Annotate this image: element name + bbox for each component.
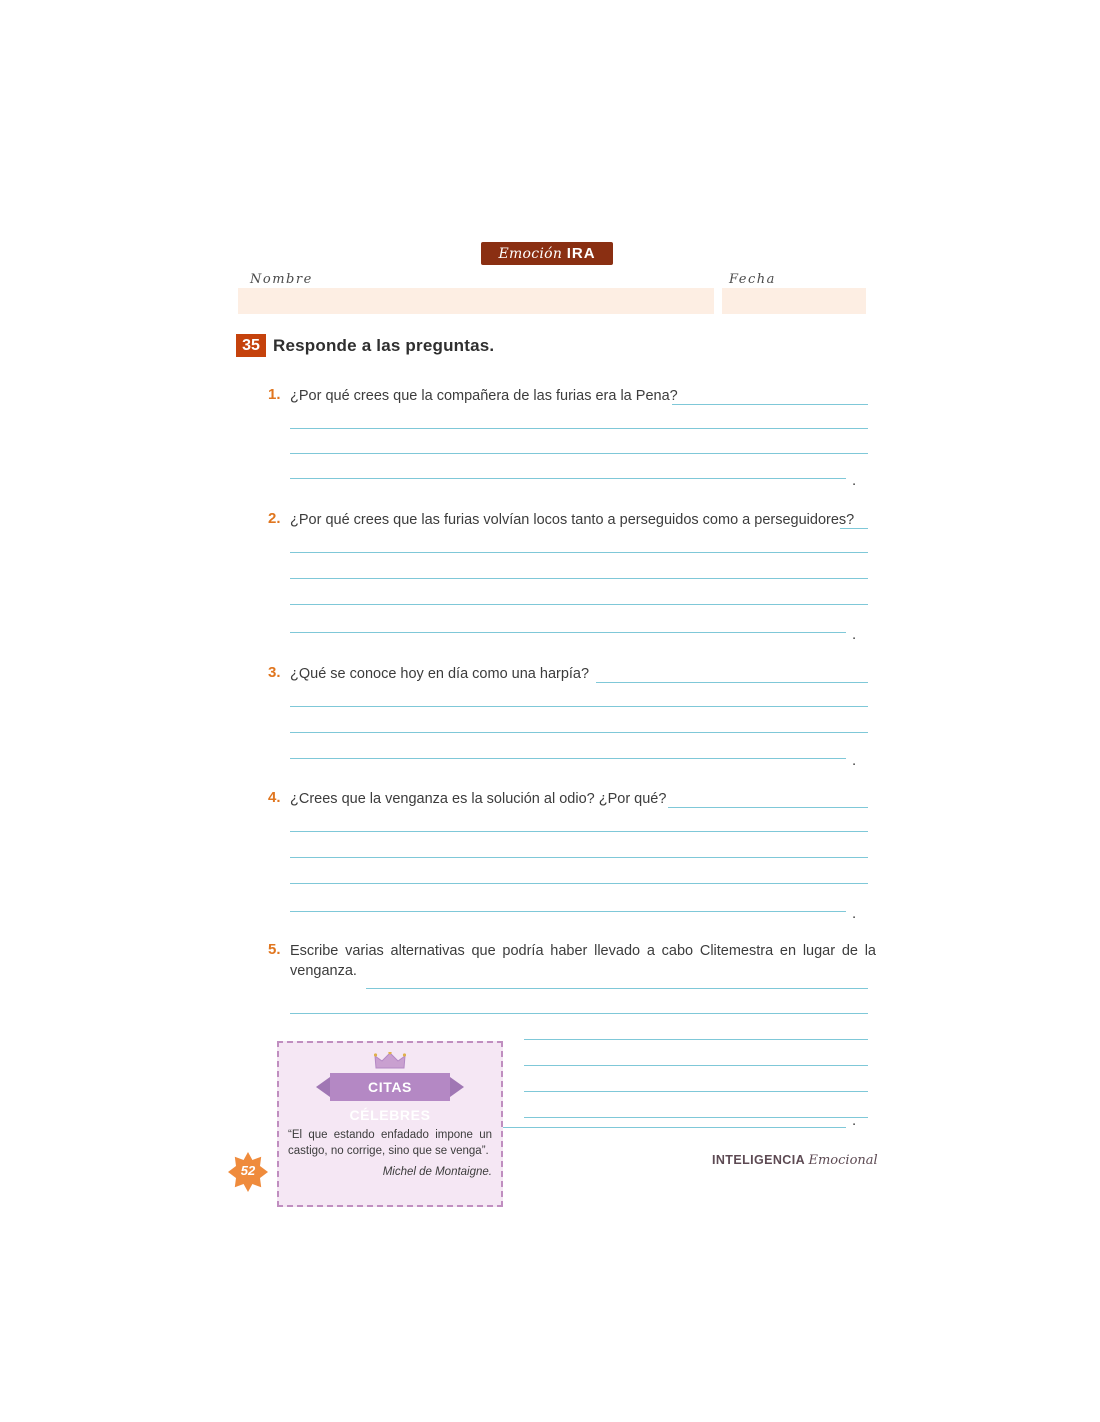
- quote-banner: CITAS CÉLEBRES: [330, 1073, 450, 1101]
- answer-line[interactable]: [290, 706, 868, 707]
- emotion-tag-word: IRA: [566, 245, 596, 262]
- answer-line[interactable]: [290, 883, 868, 884]
- name-field-caption: Nombre: [250, 272, 313, 287]
- answer-line[interactable]: [596, 682, 868, 683]
- crown-icon: [374, 1052, 406, 1070]
- name-field[interactable]: [238, 288, 714, 314]
- answer-line[interactable]: [290, 428, 868, 429]
- answer-line[interactable]: [290, 478, 846, 479]
- footer-brand-primary: INTELIGENCIA: [712, 1153, 805, 1167]
- answer-line[interactable]: [290, 857, 868, 858]
- question-5-number: 5.: [268, 941, 281, 958]
- question-1-end-mark: .: [852, 472, 857, 489]
- page-number-badge: [228, 1152, 268, 1192]
- date-field-caption: Fecha: [729, 272, 776, 287]
- answer-line[interactable]: [290, 732, 868, 733]
- answer-line[interactable]: [840, 528, 868, 529]
- answer-line[interactable]: [290, 758, 846, 759]
- question-2-text: ¿Por qué crees que las furias volvían locos tanto a perseguidos como a perseguidores?: [290, 512, 855, 528]
- emotion-tag: [481, 242, 613, 265]
- answer-line[interactable]: [524, 1091, 868, 1092]
- answer-line[interactable]: [672, 404, 868, 405]
- question-2-number: 2.: [268, 510, 281, 527]
- answer-line[interactable]: [290, 911, 846, 912]
- answer-line[interactable]: [668, 807, 868, 808]
- footer-brand-secondary: Emocional: [808, 1153, 878, 1168]
- answer-line[interactable]: [524, 1039, 868, 1040]
- footer-brand: [712, 1153, 878, 1168]
- answer-line[interactable]: [290, 552, 868, 553]
- answer-line[interactable]: [290, 604, 868, 605]
- emotion-tag-label: Emoción: [498, 246, 563, 262]
- answer-line[interactable]: [524, 1117, 868, 1118]
- question-5-text: Escribe varias alternativas que podría haber llevado a cabo Clitemestra en lugar de la venganza.: [290, 943, 876, 979]
- question-2-end-mark: .: [852, 626, 857, 643]
- question-5-end-mark: .: [852, 1112, 857, 1129]
- page-number: 52: [240, 1163, 256, 1178]
- quote-author: Michel de Montaigne.: [382, 1166, 492, 1178]
- question-1-number: 1.: [268, 386, 281, 403]
- question-3-end-mark: .: [852, 752, 857, 769]
- date-field[interactable]: [722, 288, 866, 314]
- question-3-number: 3.: [268, 664, 281, 681]
- answer-line[interactable]: [524, 1065, 868, 1066]
- question-3-text: ¿Qué se conoce hoy en día como una harpía?: [290, 666, 590, 682]
- question-4-number: 4.: [268, 789, 281, 806]
- question-1-text: ¿Por qué crees que la compañera de las furias era la Pena?: [290, 388, 678, 404]
- answer-line[interactable]: [290, 453, 868, 454]
- answer-line[interactable]: [290, 1013, 868, 1014]
- quote-text: “El que estando enfadado impone un castigo, no corrige, sino que se venga”.: [288, 1129, 492, 1157]
- answer-line[interactable]: [366, 988, 868, 989]
- question-4-text: ¿Crees que la venganza es la solución al odio? ¿Por qué?: [290, 791, 667, 807]
- activity-number: 35: [236, 334, 266, 357]
- answer-line[interactable]: [290, 632, 846, 633]
- question-4-end-mark: .: [852, 905, 857, 922]
- answer-line[interactable]: [290, 831, 868, 832]
- activity-instruction: Responde a las preguntas.: [273, 336, 495, 355]
- answer-line[interactable]: [290, 578, 868, 579]
